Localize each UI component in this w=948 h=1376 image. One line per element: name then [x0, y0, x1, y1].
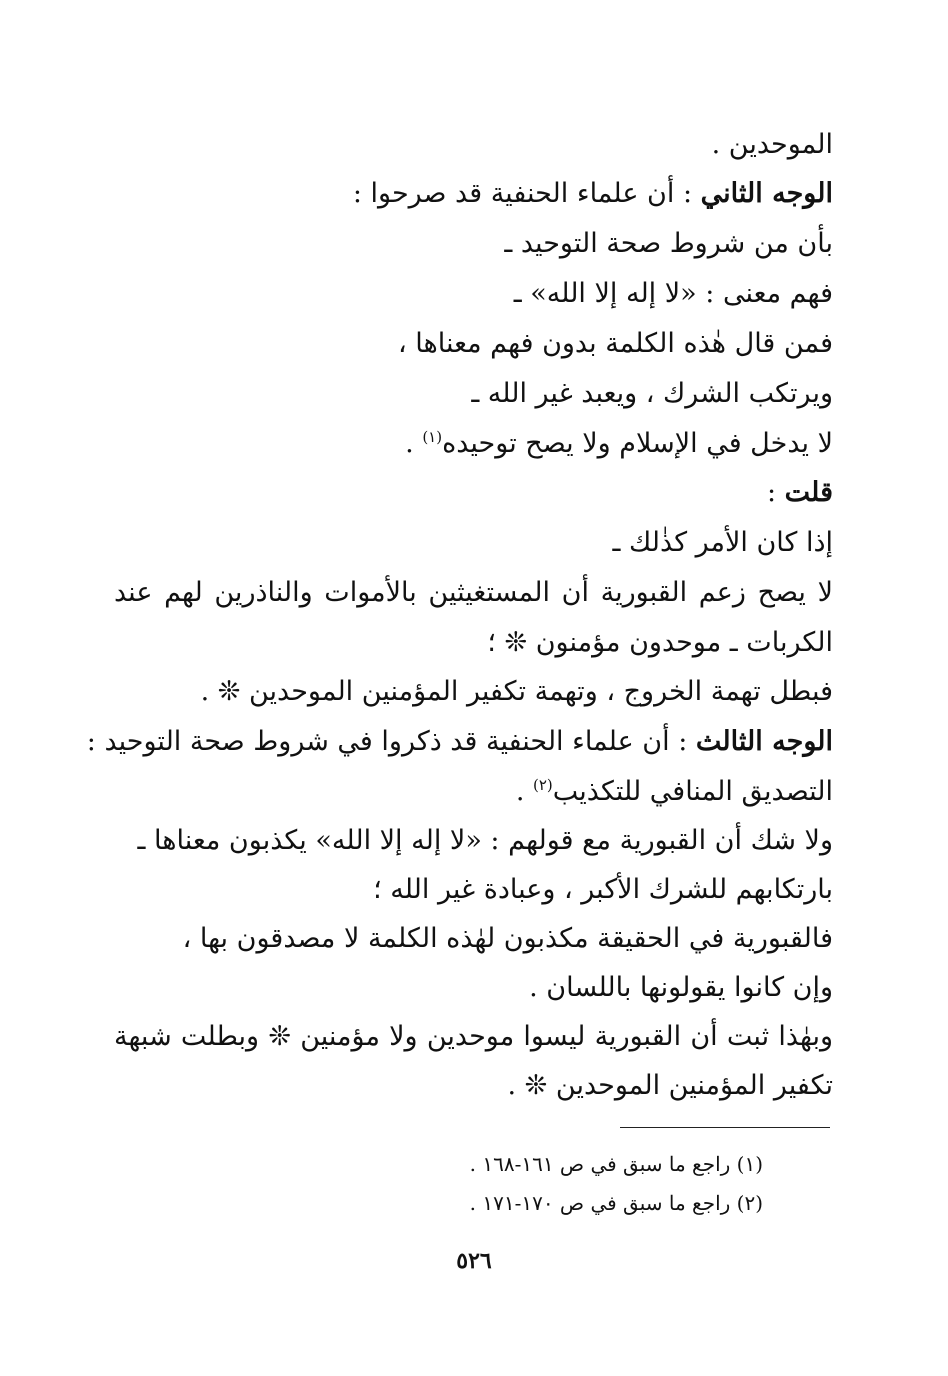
line-text: بارتكابهم للشرك الأكبر ، وعبادة غير الله ؛: [373, 874, 833, 905]
line-text: الكربات ـ موحدون مؤمنون ❊ ؛: [487, 627, 833, 658]
text-line-11: [487, 625, 833, 661]
footnote-separator: [620, 1127, 830, 1128]
text-line-12: [201, 674, 833, 710]
line-text: تكفير المؤمنين الموحدين ❊ .: [507, 1070, 833, 1101]
text-line-13: [87, 724, 833, 760]
text-line-6: [471, 376, 833, 412]
text-line-8: [767, 475, 833, 511]
line-text: :: [766, 477, 785, 508]
text-line-19: [114, 1019, 833, 1055]
text-line-17: [183, 921, 833, 957]
line-text: لا يدخل في الإسلام ولا يصح توحيده: [442, 428, 833, 459]
text-line-7: [405, 426, 833, 462]
line-text: فمن قال هٰذه الكلمة بدون فهم معناها ،: [397, 328, 833, 359]
text-line-20: [508, 1068, 833, 1104]
text-line-15: [138, 823, 833, 859]
line-text: : أن علماء الحنفية قد صرحوا :: [352, 178, 701, 209]
text-line-16: [373, 872, 833, 908]
line-text: إذا كان الأمر كذٰلك ـ: [612, 527, 833, 558]
text-line-14: [516, 774, 833, 810]
section-heading-second-aspect: الوجه الثاني: [700, 178, 833, 209]
footnote-2: (٢) راجع ما سبق في ص ١٧٠-١٧١ .: [469, 1191, 763, 1215]
text-line-4: [514, 276, 833, 312]
text-line-1: [712, 127, 833, 163]
line-text: التصديق المنافي للتكذيب: [552, 776, 833, 807]
line-text: فهم معنى : «لا إله إلا الله» ـ: [513, 278, 833, 309]
line-text: فبطل تهمة الخروج ، وتهمة تكفير المؤمنين الموحدين ❊ .: [200, 676, 833, 707]
line-text: لا يصح زعم القبورية أن المستغيثين بالأموات والناذرين لهم عند: [114, 577, 833, 608]
line-text: .: [405, 428, 423, 459]
section-heading-third-aspect: الوجه الثالث: [695, 726, 833, 757]
page-number: ٥٢٦: [456, 1248, 492, 1274]
line-text: .: [515, 776, 533, 807]
line-text: الموحدين .: [711, 129, 833, 160]
footnote-ref-2: (٢): [533, 776, 553, 794]
text-line-9: [613, 525, 833, 561]
line-text: : أن علماء الحنفية قد ذكروا في شروط صحة التوحيد :: [86, 726, 696, 757]
line-text: وإن كانوا يقولونها باللسان .: [529, 972, 833, 1003]
line-text: فالقبورية في الحقيقة مكذبون لهٰذه الكلمة لا مصدقون بها ،: [182, 923, 833, 954]
text-line-3: [504, 226, 833, 262]
heading-qultu: قلت: [784, 477, 833, 508]
footnote-ref-1: (١): [422, 428, 443, 446]
line-text: بأن من شروط صحة التوحيد ـ: [504, 228, 833, 259]
text-line-5: [398, 326, 833, 362]
text-line-2: [353, 176, 833, 212]
text-line-10: [114, 575, 833, 611]
footnote-1: (١) راجع ما سبق في ص ١٦١-١٦٨ .: [469, 1152, 763, 1176]
line-text: ولا شك أن القبورية مع قولهم : «لا إله إلا الله» يكذبون معناها ـ: [137, 825, 833, 856]
line-text: وبهٰذا ثبت أن القبورية ليسوا موحدين ولا مؤمنين ❊ وبطلت شبهة: [114, 1021, 833, 1052]
line-text: ويرتكب الشرك ، ويعبد غير الله ـ: [471, 378, 833, 409]
text-line-18: [529, 970, 833, 1006]
